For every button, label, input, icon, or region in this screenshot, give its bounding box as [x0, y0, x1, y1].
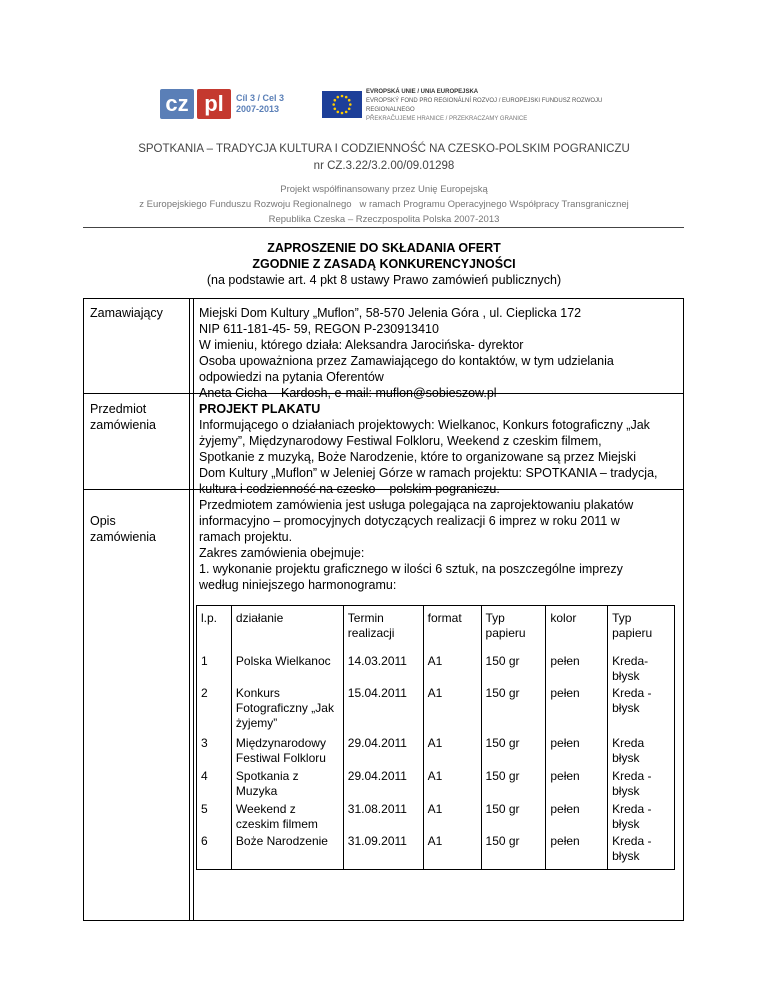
funding-line2: z Europejskiego Funduszu Rozwoju Regionalnego w ramach Programu Operacyjnego Współpracy Transgranicznej [139, 199, 629, 210]
table-row [197, 735, 675, 768]
przedmiot-line4: Dom Kultury „Muflon” w Jeleniej Górze w ramach projektu: SPOTKANIA – tradycja, [199, 466, 658, 480]
cell-kolor: pełen [546, 833, 608, 870]
cell-kolor: pełen [546, 768, 608, 801]
eu-line3: PŘEKRAČUJEME HRANICE / PRZEKRACZAMY GRANICE [366, 116, 528, 122]
label-opis [90, 513, 185, 545]
cell-lp: 5 [197, 801, 232, 833]
label-opis-line2: zamówienia [90, 530, 157, 544]
heading-line1: ZAPROSZENIE DO SKŁADANIA OFERT [267, 241, 501, 255]
cell-typ2: Kreda - błysk [608, 685, 675, 735]
opis-line5: 1. wykonanie projektu graficznego w ilości 6 sztuk, na poszczególne imprezy [199, 562, 623, 576]
header-lp: l.p. [197, 606, 232, 654]
table-row [197, 768, 675, 801]
cell-termin: 29.04.2011 [343, 735, 423, 768]
cell-kolor: pełen [546, 801, 608, 833]
header-format: format [423, 606, 481, 654]
eu-flag-icon [322, 91, 362, 118]
cell-lp: 6 [197, 833, 232, 870]
przedmiot-content [199, 401, 679, 497]
table-row [197, 653, 675, 685]
cell-lp: 3 [197, 735, 232, 768]
heading-line2: ZGODNIE Z ZASADĄ KONKURENCYJNOŚCI [252, 257, 516, 271]
opis-line4: Zakres zamówienia obejmuje: [199, 546, 365, 560]
header-logos [160, 86, 620, 126]
table-row [197, 801, 675, 833]
header-dzialanie: działanie [231, 606, 343, 654]
funding-line1: Projekt współfinansowany przez Unię Europejską [280, 184, 488, 195]
cell-dzialanie: Konkurs Fotograficzny „Jak żyjemy” [231, 685, 343, 735]
schedule-header-row [197, 606, 675, 654]
cell-typ2: Kreda błysk [608, 735, 675, 768]
przedmiot-title: PROJEKT PLAKATU [199, 402, 321, 416]
label-przedmiot [90, 401, 185, 433]
cell-format: A1 [423, 801, 481, 833]
cell-typ: 150 gr [481, 685, 546, 735]
cz-logo-box: cz [160, 89, 194, 119]
cell-lp: 2 [197, 685, 232, 735]
cell-dzialanie: Spotkania z Muzyka [231, 768, 343, 801]
przedmiot-line3: Spotkanie z muzyką, Boże Narodzenie, które to organizowane są przez Miejski [199, 450, 637, 464]
document-heading [0, 240, 768, 288]
header-divider [83, 227, 684, 228]
cell-typ: 150 gr [481, 653, 546, 685]
heading-line3: (na podstawie art. 4 pkt 8 ustawy Prawo zamówień publicznych) [206, 273, 562, 287]
czpl-logo [160, 89, 284, 119]
przedmiot-line1: Informującego o działaniach projektowych: Wielkanoc, Konkurs fotograficzny „Jak [199, 418, 650, 432]
main-table [83, 298, 684, 921]
eu-line2: EVROPSKÝ FOND PRO REGIONÁLNÍ ROZVOJ / EUROPEJSKI FUNDUSZ ROZWOJU REGIONALNEGO [366, 98, 603, 113]
cil-line2: 2007-2013 [236, 104, 280, 114]
cell-dzialanie: Międzynarodowy Festiwal Folkloru [231, 735, 343, 768]
cell-format: A1 [423, 653, 481, 685]
cell-typ2: Kreda - błysk [608, 833, 675, 870]
cell-termin: 15.04.2011 [343, 685, 423, 735]
cell-format: A1 [423, 735, 481, 768]
label-opis-line1: Opis [90, 514, 116, 528]
przedmiot-line2: żyjemy”, Międzynarodowy Festiwal Folkloru, Weekend z czeskim filmem, [199, 434, 602, 448]
header-termin: Termin realizacji [343, 606, 423, 654]
zamawiajacy-content [199, 305, 679, 401]
cell-typ: 150 gr [481, 735, 546, 768]
cell-dzialanie: Weekend z czeskim filmem [231, 801, 343, 833]
opis-line3: ramach projektu. [199, 530, 293, 544]
cell-termin: 29.04.2011 [343, 768, 423, 801]
label-przedmiot-line1: Przedmiot [90, 402, 147, 416]
pl-logo-box: pl [197, 89, 231, 119]
cell-typ: 150 gr [481, 801, 546, 833]
eu-line1: EVROPSKÁ UNIE / UNIA EUROPEJSKA [366, 89, 479, 95]
opis-line2: informacyjno – promocyjnych dotyczących realizacji 6 imprez w roku 2011 w [199, 514, 620, 528]
funding-note [0, 182, 768, 227]
opis-line6: według niniejszego harmonogramu: [199, 578, 397, 592]
zamawiajacy-contact-line1: Osoba upoważniona przez Zamawiającego do kontaktów, w tym udzielania [199, 354, 614, 368]
schedule-table [196, 605, 675, 870]
zamawiajacy-contact-email: Aneta Cicha – Kardosh, e-mail: muflon@sobieszow.pl [199, 386, 497, 400]
cell-lp: 1 [197, 653, 232, 685]
project-number: nr CZ.3.22/3.2.00/09.01298 [313, 160, 455, 172]
cil-line1: Cíl 3 / Cel 3 [236, 93, 285, 103]
cell-kolor: pełen [546, 735, 608, 768]
label-przedmiot-line2: zamówienia [90, 418, 157, 432]
opis-content [199, 497, 679, 593]
cell-typ: 150 gr [481, 768, 546, 801]
cell-kolor: pełen [546, 653, 608, 685]
cell-format: A1 [423, 768, 481, 801]
cell-kolor: pełen [546, 685, 608, 735]
cell-lp: 4 [197, 768, 232, 801]
table-row [197, 833, 675, 870]
cell-typ2: Kreda - błysk [608, 801, 675, 833]
zamawiajacy-address: Miejski Dom Kultury „Muflon”, 58-570 Jelenia Góra , ul. Cieplicka 172 [199, 306, 582, 320]
cil-label [236, 93, 284, 115]
cell-termin: 31.08.2011 [343, 801, 423, 833]
eu-text [366, 88, 626, 124]
zamawiajacy-nip: NIP 611-181-45- 59, REGON P-230913410 [199, 322, 439, 336]
cell-typ2: Kreda - błysk [608, 768, 675, 801]
header-typ-papieru-2: Typ papieru [608, 606, 675, 654]
zamawiajacy-contact-line2: odpowiedzi na pytania Oferentów [199, 370, 384, 384]
opis-line1: Przedmiotem zamówienia jest usługa polegająca na zaprojektowaniu plakatów [199, 498, 634, 512]
funding-line3: Republika Czeska – Rzeczpospolita Polska 2007-2013 [268, 214, 500, 225]
cell-format: A1 [423, 833, 481, 870]
cell-termin: 31.09.2011 [343, 833, 423, 870]
label-zamawiajacy: Zamawiający [90, 306, 163, 320]
project-title-line1: SPOTKANIA – TRADYCJA KULTURA I CODZIENNOŚĆ NA CZESKO-POLSKIM POGRANICZU [138, 143, 630, 155]
zamawiajacy-director: W imieniu, którego działa: Aleksandra Jarocińska- dyrektor [199, 338, 524, 352]
table-row [197, 685, 675, 735]
cell-dzialanie: Boże Narodzenie [231, 833, 343, 870]
cell-format: A1 [423, 685, 481, 735]
header-kolor: kolor [546, 606, 608, 654]
header-typ-papieru: Typ papieru [481, 606, 546, 654]
cell-typ2: Kreda-błysk [608, 653, 675, 685]
cell-termin: 14.03.2011 [343, 653, 423, 685]
project-title [0, 141, 768, 175]
cell-typ: 150 gr [481, 833, 546, 870]
przedmiot-line5: kultura i codzienność na czesko – polskim pograniczu. [199, 482, 500, 496]
cell-dzialanie: Polska Wielkanoc [231, 653, 343, 685]
